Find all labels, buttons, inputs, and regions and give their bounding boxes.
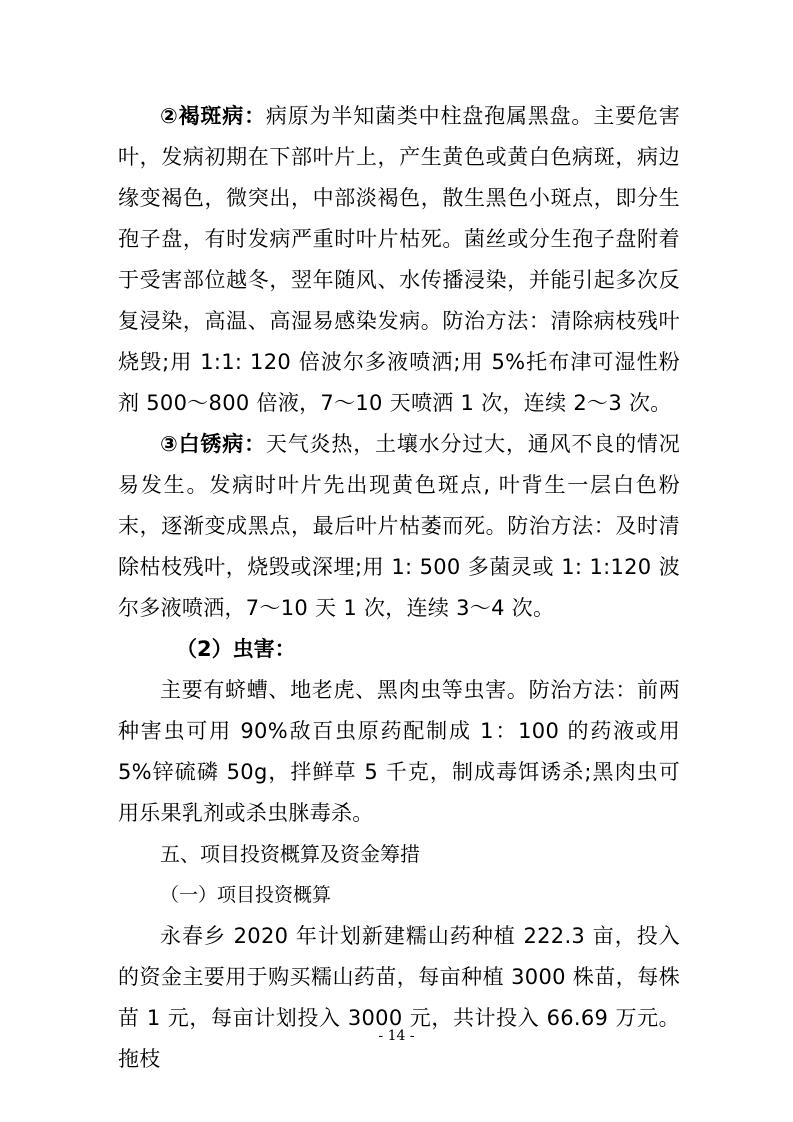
pests-paragraph: 主要有蛴螬、地老虎、黑肉虫等虫害。防治方法：前两种害虫可用 90%敌百虫原药配制成 1：100 的药液或用 5%锌硫磷 50g，拌鲜草 5 千克，制成毒饵诱杀;黑肉虫可用乐果乳剂或杀虫脒毒杀。 [118,678,680,825]
rust-label: ③白锈病： [160,432,266,456]
investment-paragraph: 永春乡 2020 年计划新建糯山药种植 222.3 亩，投入的资金主要用于购买糯山药苗，每亩种植 3000 株苗，每株苗 1 元，每亩计划投入 3000 元，共计投入 66.69 万元。拖枝 [118,924,680,1071]
pests-heading: （2）虫害： [176,637,296,661]
rust-paragraph [118,424,680,629]
section-five-heading: 五、项目投资概算及资金筹措 [160,842,420,866]
rust-text: 天气炎热，土壤水分过大，通风不良的情况易发生。发病时叶片先出现黄色斑点, 叶背生一层白色粉末，逐渐变成黑点，最后叶片枯萎而死。防治方法：及时清除枯枝残叶，烧毁或深埋;用 1: 500 多菌灵或 1: 1:120 波尔多液喷洒，7～10 天 1 次，连续 3～4 次。 [118,432,681,620]
brown-spot-text: 病原为半知菌类中柱盘孢属黑盘。主要危害叶，发病初期在下部叶片上，产生黄色或黄白色病斑，病边缘变褐色，微突出，中部淡褐色，散生黑色小斑点，即分生孢子盘，有时发病严重时叶片枯死。菌丝或分生孢子盘附着于受害部位越冬，翌年随风、水传播浸染，并能引起多次反复浸染，高温、高湿易感染发病。防治方法：清除病枝残叶烧毁;用 1:1: 120 倍波尔多液喷洒;用 5%托布津可湿性粉剂 500～800 倍液，7～10 天喷洒 1 次，连续 2～3 次。 [118,104,681,415]
brown-spot-paragraph [118,96,680,424]
brown-spot-label: ②褐斑病： [160,104,266,128]
page-number: - 14 - [378,1028,415,1044]
document-body [118,96,680,1080]
subsection-one-heading: （一）项目投资概算 [160,884,332,906]
